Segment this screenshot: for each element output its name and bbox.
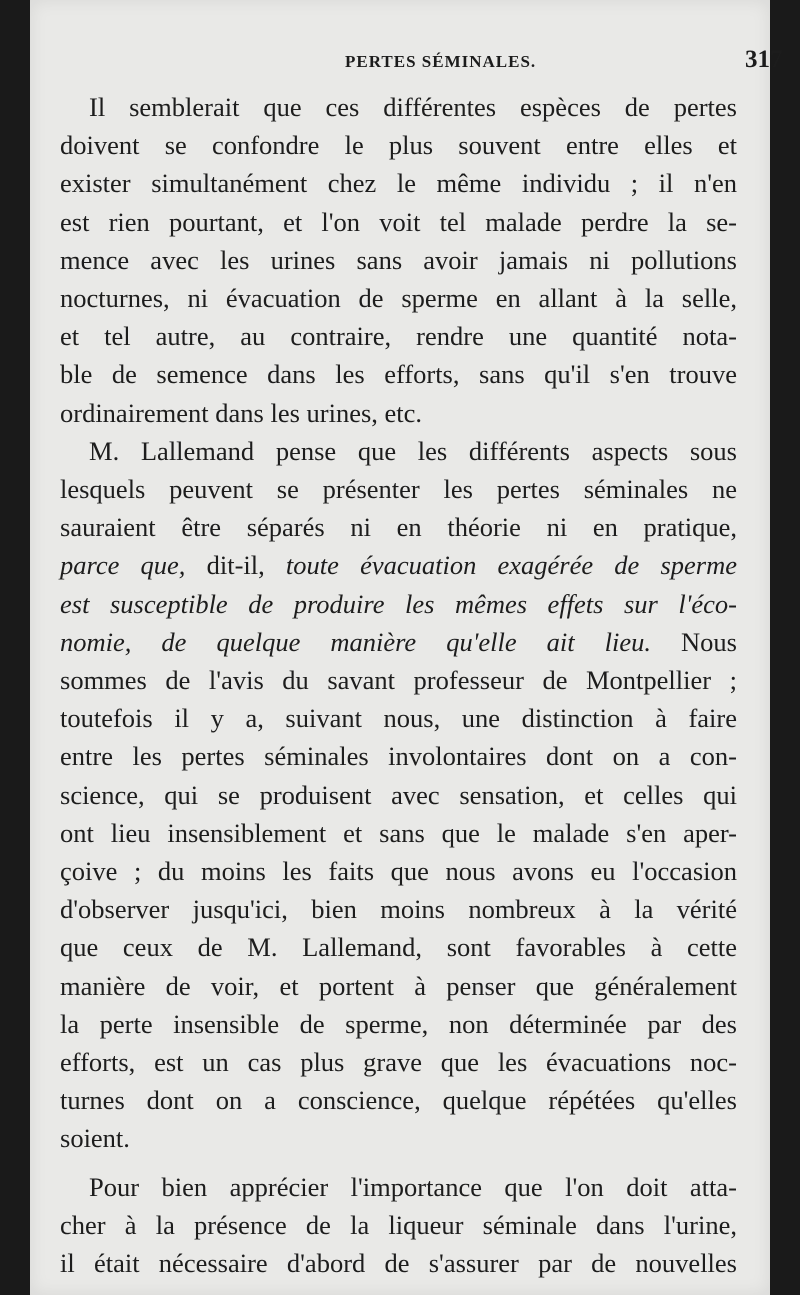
text-line-mixed — [60, 623, 737, 661]
text-line-mixed — [60, 546, 737, 584]
text-line: la perte insensible de sperme, non déterminée par des — [60, 1008, 737, 1039]
text-line: toutefois il y a, suivant nous, une distinction à faire — [60, 703, 737, 734]
text-line: que ceux de M. Lallemand, sont favorables à cette — [60, 932, 737, 963]
text-line: doivent se confondre le plus souvent entre elles et — [60, 130, 737, 161]
text-line: mence avec les urines sans avoir jamais ni pollutions — [60, 244, 737, 275]
italic-phrase: est susceptible de produire les mêmes effets sur l'éco- — [60, 588, 737, 619]
text-line: science, qui se produisent avec sensation, et celles qui — [60, 779, 737, 810]
text-line: sauraient être séparés ni en théorie ni en pratique, — [60, 512, 737, 543]
text-line: manière de voir, et portent à penser que généralement — [60, 970, 737, 1001]
paragraph-1 — [60, 88, 737, 432]
text-line: il était nécessaire d'abord de s'assurer par de nouvelles — [60, 1248, 737, 1279]
text-line: exister simultanément chez le même individu ; il n'en — [60, 168, 737, 199]
paragraph-3 — [60, 1168, 737, 1283]
text-line: efforts, est un cas plus grave que les évacuations noc- — [60, 1047, 737, 1078]
text-line: turnes dont on a conscience, quelque répétées qu'elles — [60, 1085, 737, 1116]
running-title: PERTES SÉMINALES. — [345, 52, 537, 71]
paragraph-spacing — [60, 1158, 737, 1168]
text-line: ont lieu insensiblement et sans que le malade s'en aper- — [60, 817, 737, 848]
paragraph-2 — [60, 432, 737, 1158]
text-line: Pour bien apprécier l'importance que l'on doit atta- — [89, 1171, 737, 1202]
text-line: lesquels peuvent se présenter les pertes séminales ne — [60, 474, 737, 505]
text-line: cher à la présence de la liqueur séminale dans l'urine, — [60, 1209, 737, 1240]
page-number: 317 — [745, 46, 783, 73]
text-line: çoive ; du moins les faits que nous avons eu l'occasion — [60, 856, 737, 887]
italic-phrase: parce que, — [60, 550, 186, 581]
text-line: Il semblerait que ces différentes espèces de pertes — [89, 92, 737, 122]
text-line: ordinairement dans les urines, etc. — [60, 397, 423, 428]
text-line: M. Lallemand pense que les différents aspects sous — [89, 435, 737, 466]
text-line: sommes de l'avis du savant professeur de Montpellier ; — [60, 665, 737, 696]
text-line: est rien pourtant, et l'on voit tel malade perdre la se- — [60, 206, 737, 237]
book-page — [30, 0, 783, 1295]
text-line-italic — [60, 585, 737, 623]
roman-phrase: Nous — [651, 626, 737, 657]
text-line: d'observer jusqu'ici, bien moins nombreux à la vérité — [60, 894, 737, 925]
text-line: ble de semence dans les efforts, sans qu'il s'en trouve — [60, 359, 737, 390]
text-line: soient. — [60, 1123, 130, 1154]
text-line: entre les pertes séminales involontaires dont on a con- — [60, 741, 737, 772]
page-header — [90, 46, 783, 82]
roman-phrase: dit-il, — [185, 550, 286, 581]
italic-phrase: nomie, de quelque manière qu'elle ait lieu. — [60, 626, 652, 657]
italic-phrase: toute évacuation exagérée de sperme — [285, 550, 738, 581]
body-text — [60, 88, 737, 1282]
text-line: nocturnes, ni évacuation de sperme en allant à la selle, — [60, 283, 737, 314]
text-line: et tel autre, au contraire, rendre une quantité nota- — [60, 321, 737, 352]
